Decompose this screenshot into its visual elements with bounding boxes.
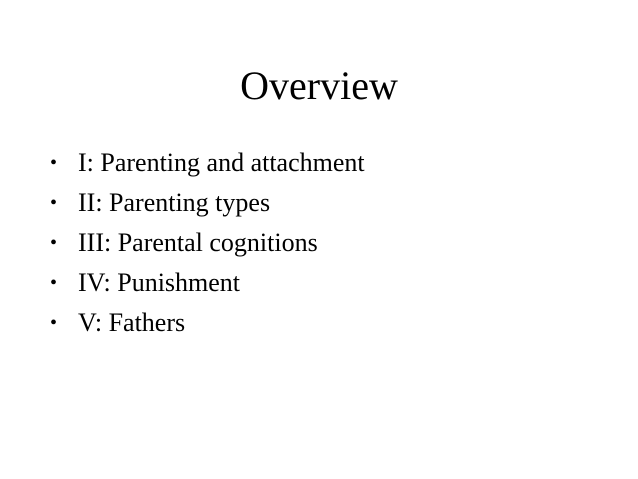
list-item-label: II: Parenting types [78, 188, 271, 217]
bullet-icon: • [50, 272, 58, 294]
bullet-icon: • [50, 312, 58, 334]
slide-title: Overview [240, 63, 398, 108]
list-item-label: V: Fathers [78, 308, 186, 337]
bullet-icon: • [50, 232, 58, 254]
list-item-label: III: Parental cognitions [78, 228, 318, 257]
list-item-label: IV: Punishment [78, 268, 241, 297]
list-item-label: I: Parenting and attachment [78, 148, 365, 177]
bullet-icon: • [50, 152, 58, 174]
bullet-icon: • [50, 192, 58, 214]
